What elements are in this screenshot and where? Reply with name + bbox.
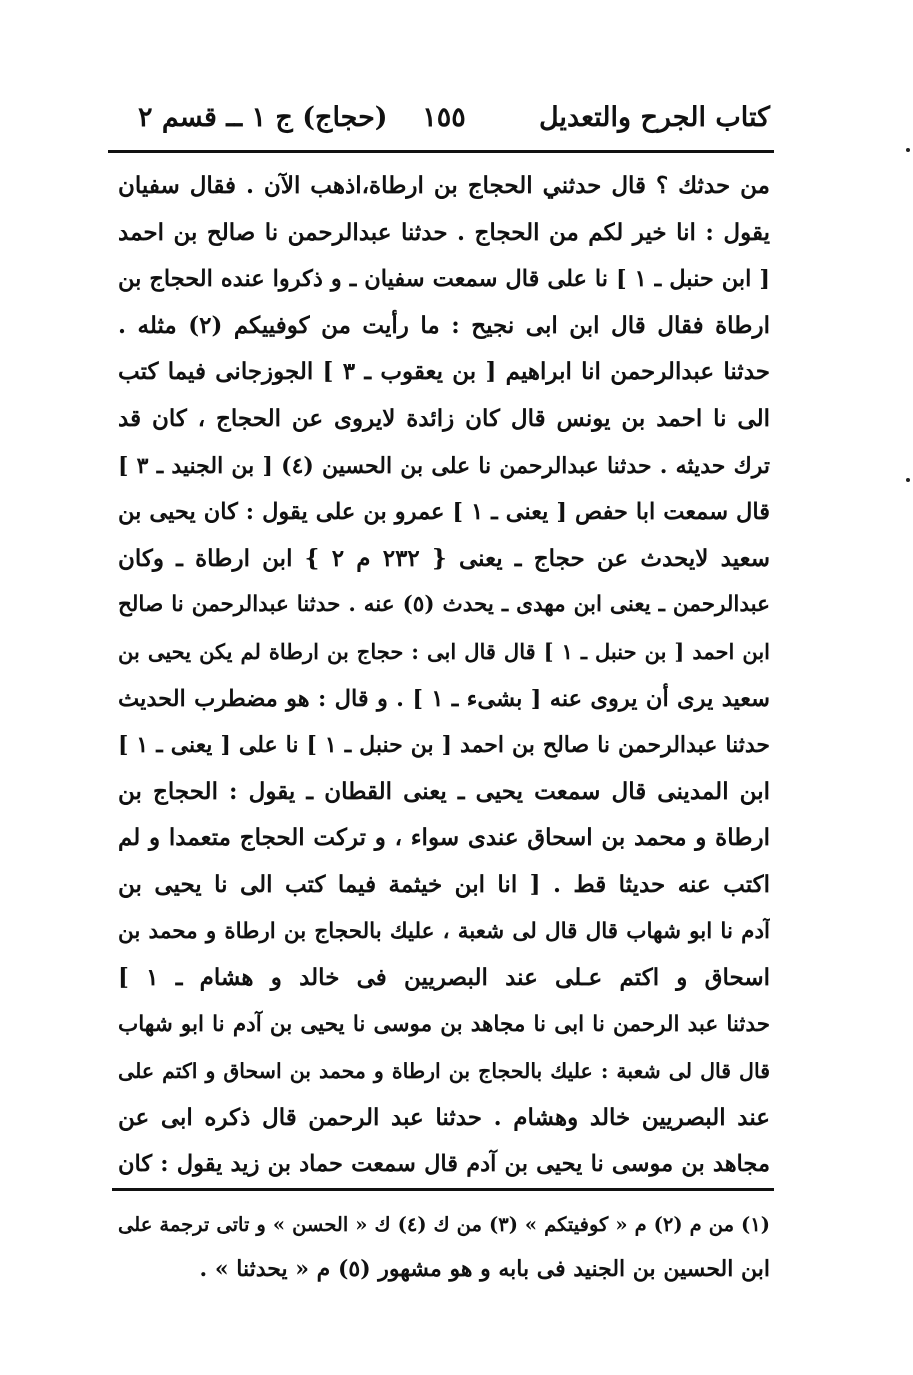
text-line: عبدالرحمن ـ يعنى ابن مهدى ـ يحدث (٥) عنه . حدثنا عبدالرحمن نا صالح (118, 592, 770, 618)
page-number: ١٥٥ (422, 102, 466, 133)
text-line: عند البصريين خالد وهشام . حدثنا عبد الرحمن قال ذكره ابى عن (118, 1103, 770, 1131)
text-line: مجاهد بن موسى نا يحيى بن آدم قال سمعت حماد بن زيد يقول : كان (118, 1151, 770, 1178)
text-line: ابن احمد [ بن حنبل ـ ١ ] قال قال ابى : حجاج بن ارطاة لم يكن يحيى بن (118, 638, 770, 664)
footnote-line: (١) من م (٢) م « كوفيتكم » (٣) من ك (٤) ك « الحسن » و تاتى ترجمة على (118, 1213, 770, 1236)
section-label: (حجاج) ج ١ ــ قسم ٢ (138, 102, 388, 133)
text-line: سعيد يرى أن يروى عنه [ بشىء ـ ١ ] . و قال : هو مضطرب الحديث (118, 685, 770, 712)
text-line: ارطاة فقال قال ابن ابى نجيح : ما رأيت من كوفييكم (٢) مثله . (118, 311, 770, 339)
text-line: ترك حديثه . حدثنا عبدالرحمن نا على بن الحسين (٤) [ بن الجنيد ـ ٣ ] (118, 452, 770, 479)
header-rule (108, 150, 774, 153)
book-title: كتاب الجرح والتعديل (538, 102, 770, 133)
text-line: [ ابن حنبل ـ ١ ] نا على قال سمعت سفيان ـ و ذكروا عنده الحجاج بن (118, 266, 770, 293)
scan-speck (906, 478, 910, 482)
scan-speck (906, 148, 910, 152)
footnote-line: ابن الحسين بن الجنيد فى بابه و هو مشهور (٥) م « يحدثنا » . (199, 1256, 770, 1282)
footnotes (118, 1203, 770, 1291)
text-line: ابن المدينى قال سمعت يحيى ـ يعنى القطان ـ يقول : الحجاج بن (118, 777, 770, 805)
text-line: يقول : انا خير لكم من الحجاج . حدثنا عبدالرحمن نا صالح بن احمد (118, 218, 770, 246)
text-line: حدثنا عبدالرحمن نا صالح بن احمد [ بن حنبل ـ ١ ] نا على [ يعنى ـ ١ ] (118, 732, 770, 759)
text-line: ارطاة و محمد بن اسحاق عندى سواء ، و تركت الحجاج متعمدا و لم (118, 824, 770, 852)
text-line: آدم نا ابو شهاب قال قال لى شعبة ، عليك بالحجاج بن ارطاة و محمد بن (118, 918, 770, 944)
text-line: حدثنا عبدالرحمن انا ابراهيم [ بن يعقوب ـ ٣ ] الجوزجانى فيما كتب (118, 358, 770, 386)
running-header (118, 92, 770, 148)
text-line: سعيد لايحدث عن حجاج ـ يعنى { ٢٣٢ م ٢ } ابن ارطاة ـ وكان (118, 544, 770, 572)
text-line: حدثنا عبد الرحمن نا ابى نا مجاهد بن موسى نا يحيى بن آدم نا ابو شهاب (118, 1011, 770, 1037)
text-line: اسحاق و اكتم عـلى عند البصريين فى خالد و هشام ـ ١ ] (118, 964, 770, 992)
main-text (118, 163, 770, 1188)
text-line: قال سمعت ابا حفص [ يعنى ـ ١ ] عمرو بن على يقول : كان يحيى بن (118, 499, 770, 526)
text-line: الى نا احمد بن يونس قال كان زائدة لايروى عن الحجاج ، كان قد (118, 404, 770, 432)
footnote-rule (112, 1188, 774, 1191)
text-line: اكتب عنه حديثا قط . [ انا ابن خيثمة فيما كتب الى نا يحيى بن (118, 870, 770, 898)
text-line: من حدثك ؟ قال حدثني الحجاج بن ارطاة،اذهب الآن . فقال سفيان (118, 172, 770, 199)
text-line: قال قال لى شعبة : عليك بالحجاج بن ارطاة و محمد بن اسحاق و اكتم على (118, 1059, 770, 1084)
